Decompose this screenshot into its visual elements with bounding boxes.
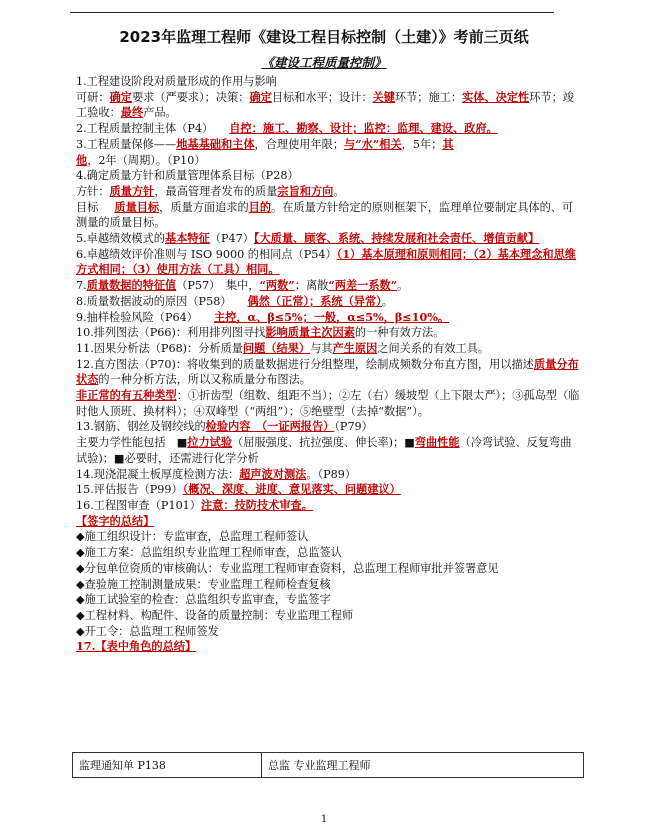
page-number: 1 [320, 814, 328, 825]
item-4-heading: 4.确定质量方针和质量管理体系目标（P28） [76, 169, 299, 183]
highlight: 确定 [109, 89, 132, 104]
highlight: 检验内容 （一证两报告） [205, 419, 335, 434]
table-row [73, 753, 584, 778]
highlight: 关键 [372, 89, 395, 104]
sign-item: ◆开工令：总监理工程师签发 [76, 624, 219, 638]
highlight: 确定 [249, 89, 272, 104]
highlight: 与“水”相关 [344, 136, 402, 151]
highlight: （概况、深度、进度、意见落实、问题建议） [182, 482, 401, 497]
highlight: 影响质量主次因素 [265, 325, 355, 340]
item-17-heading: 17.【表中角色的总结】 [76, 639, 197, 654]
sign-item: ◆施工组织设计：专监审查，总监理工程师签认 [76, 530, 309, 544]
item-5: 5.卓越绩效模式的基本特征（P47）【大质量、顾客、系统、持续发展和社会责任、增值贡献】 [76, 231, 540, 246]
item-10: 10.排列图法（P66)：利用排列图寻找影响质量主次因素的一种有效方法。 [76, 325, 445, 340]
section-title: 《建设工程质量控制》 [261, 55, 387, 70]
table-cell: 总监 专业监理工程师 [262, 753, 584, 778]
highlight: 偶然（正常）；系统（异常） [247, 293, 382, 308]
highlight: 宗旨和方向 [277, 183, 334, 198]
highlight: 问题（结果） [242, 340, 311, 355]
highlight: 其他 [76, 136, 454, 167]
item-4-objective: 目标 质量目标，质量方面追求的目的。在质量方针给定的原则框架下，监理单位要制定具体的、可测量的质量目标。 [76, 199, 574, 230]
sign-item: ◆施工方案：总监组织专业监理工程师审查，总监签认 [76, 546, 342, 560]
highlight: 拉力试验 [187, 435, 233, 450]
highlight: 产生原因 [332, 340, 378, 355]
highlight: 【大质量、顾客、系统、持续发展和社会责任、增值贡献】 [253, 231, 540, 246]
item-6: 6.卓越绩效评价准则与 ISO 9000 的相同点（P54）（1）基本原理和原则相同；（2）基本理念和思维方式相同；（3）使用方法（工具）相同。 [76, 246, 576, 277]
item-7: 7.质量数据的特征值（P57） 集中，“两数”；离散“两差一系数”。 [76, 278, 409, 293]
highlight: 实体、决定性 [462, 89, 530, 104]
highlight: 基本特征 [165, 231, 210, 246]
sign-item: ◆工程材料、构配件、设备的质量控制：专业监理工程师 [76, 608, 354, 622]
highlight: 最终 [120, 105, 144, 120]
highlight: 质量方针 [109, 183, 155, 198]
sign-item: ◆分包单位资质的审核确认：专业监理工程师审查资料，总监理工程师审批并签署意见 [76, 561, 499, 575]
page-title: 2023年监理工程师《建设工程目标控制（土建）》考前三页纸 [119, 28, 529, 46]
highlight: 目的 [248, 199, 272, 214]
header-rule [70, 12, 554, 13]
highlight: “两数” [259, 278, 295, 293]
highlight: 质量数据的特征值 [86, 278, 177, 293]
sign-item: ◆查验施工控制测量成果：专业监理工程师检查复核 [76, 577, 331, 591]
item-11: 11.因果分析法（P68)：分析质量问题（结果）与其产生原因之间关系的有效工具。 [76, 340, 490, 355]
item-3: 3.工程质量保修——地基基础和主体，合理使用年限；与“水”相关，5年；其他，2年（周期）。（P10） [76, 136, 454, 167]
item-4-policy: 方针：质量方针，最高管理者发布的质量宗旨和方向。 [76, 183, 345, 198]
highlight: 主控，α、β≤5%；一般，α≤5%，β≤10%。 [213, 309, 450, 324]
item-12-types: 非正常的有五种类型：①折齿型（组数、组距不当）；②左（右）缓坡型（上下限太严）；③孤岛型（临时他人顶班、换材料）；④双峰型（“两组”）；⑤绝壁型（去掉“数据”）。 [76, 388, 580, 418]
item-14: 14.现浇混凝土板厚度检测方法：超声波对测法。（P89） [76, 466, 357, 481]
document-body [76, 74, 580, 655]
item-1-body: 可研：确定要求（严要求）；决策：确定目标和水平；设计：关键环节；施工：实体、决定性环节；竣工验收：最终产品。 [76, 89, 574, 120]
highlight: 超声波对测法 [239, 466, 307, 481]
highlight: 非正常的有五种类型 [76, 388, 177, 403]
item-13-body: 主要力学性能包括 ■拉力试验（屈服强度、抗拉强度、伸长率)；■弯曲性能（冷弯试验、反复弯曲试验)；■必要时，还需进行化学分析 [76, 435, 572, 465]
highlight: 地基基础和主体 [176, 136, 255, 151]
roles-table [72, 752, 584, 778]
highlight: 质量分布状态 [76, 356, 579, 387]
highlight: “两差一系数” [328, 278, 398, 293]
item-1-heading: 1.工程建设阶段对质量形成的作用与影响 [76, 75, 277, 88]
highlight: 质量目标 [114, 199, 160, 214]
item-2: 2.工程质量控制主体（P4） 自控：施工、勘察、设计；监控：监理、建设、政府。 [76, 121, 498, 136]
item-16: 16.工程图审查（P101）注意：技防技术审查。 [76, 497, 313, 512]
highlight: （1）基本原理和原则相同；（2）基本理念和思维方式相同；（3）使用方法（工具）相同。 [76, 246, 576, 277]
highlight: 弯曲性能 [414, 435, 460, 450]
item-13: 13.钢筋、钢丝及钢绞线的检验内容 （一证两报告）（P79） [76, 419, 373, 434]
sign-summary-heading: 【签字的总结】 [76, 513, 155, 528]
item-12: 12.直方图法（P70)：将收集到的质量数据进行分组整理，绘制成频数分布直方图，用以描述质量分布状态的一种分析方法，所以又称质量分布图法。 [76, 356, 579, 387]
highlight: 注意：技防技术审查。 [201, 497, 313, 512]
highlight: 自控：施工、勘察、设计；监控：监理、建设、政府。 [229, 121, 498, 136]
item-9: 9.抽样检验风险（P64） 主控，α、β≤5%；一般，α≤5%，β≤10%。 [76, 309, 450, 324]
sign-item: ◆施工试验室的检查：总监组织专监审查，专监签字 [76, 593, 331, 607]
table-cell: 监理通知单 P138 [73, 753, 262, 778]
item-15: 15.评估报告（P99）（概况、深度、进度、意见落实、问题建议） [76, 482, 401, 497]
item-8: 8.质量数据波动的原因（P58） 偶然（正常）；系统（异常）。 [76, 293, 393, 308]
